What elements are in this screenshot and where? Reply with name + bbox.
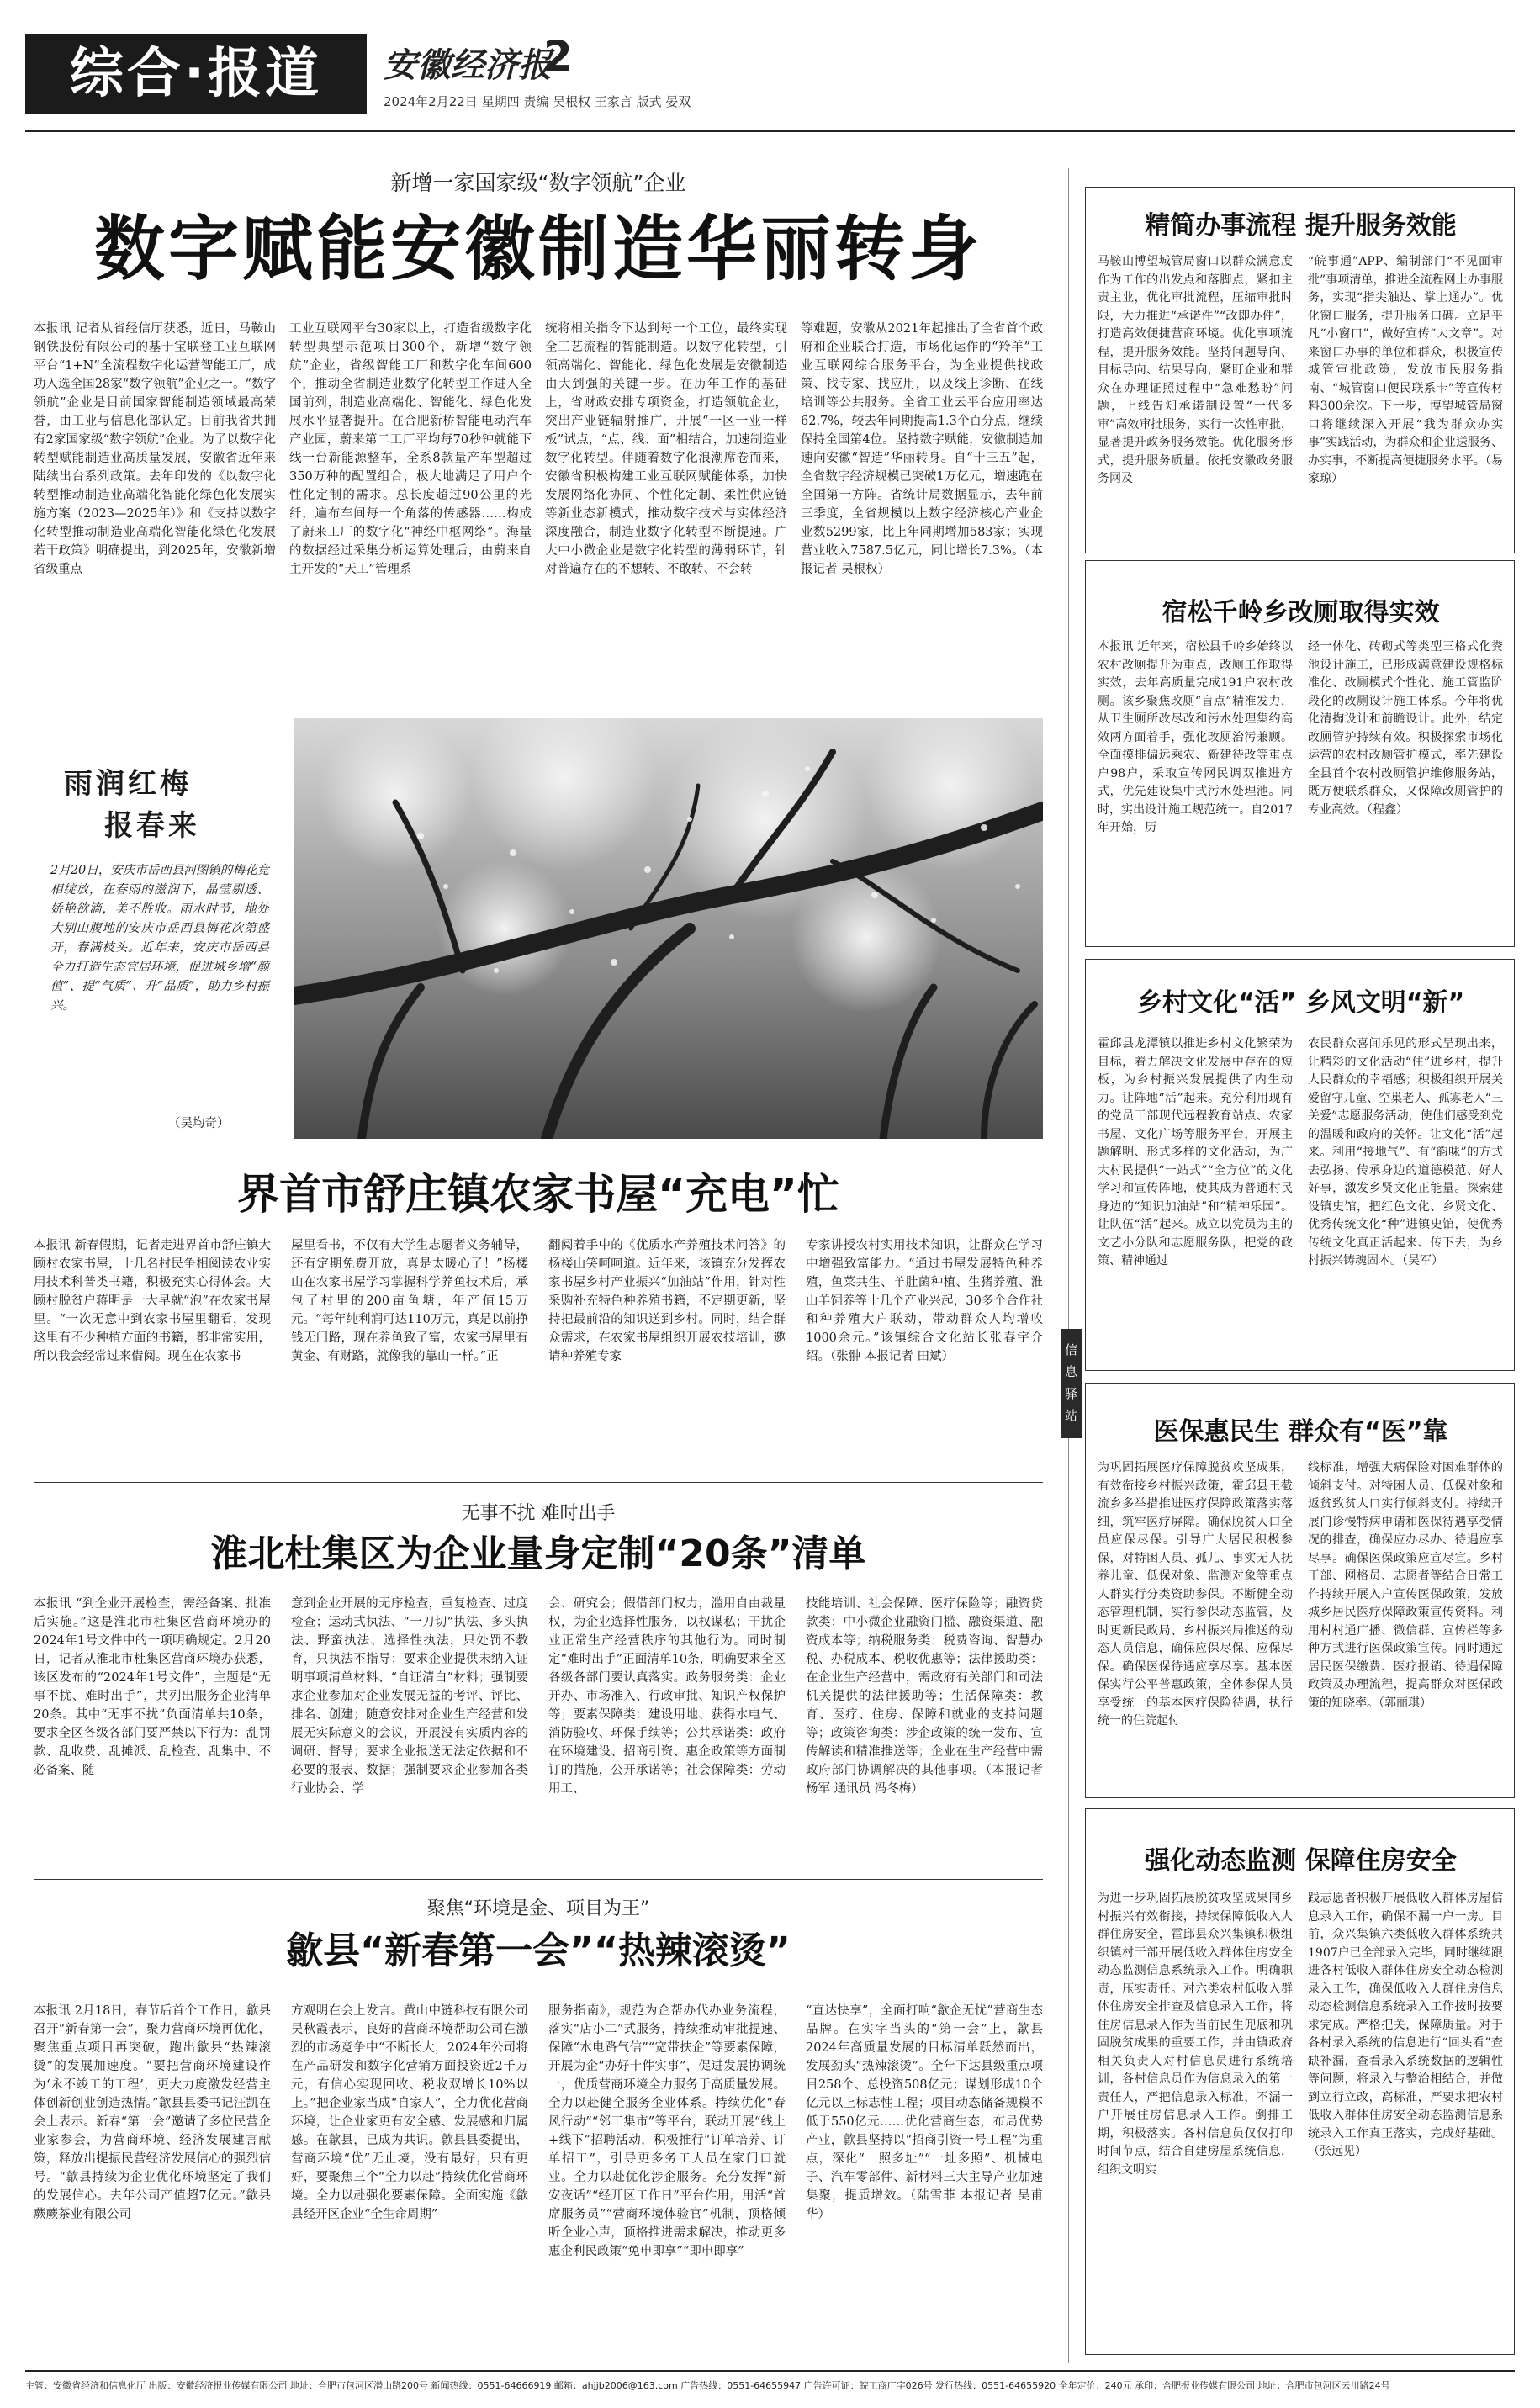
brief-3-col-2 [1308, 1035, 1503, 1271]
shexian-headline: 歙县“新春第一会”“热辣滚烫” [286, 1929, 791, 1972]
shexian-body [34, 2002, 1043, 2355]
brief-5-headline: 强化动态监测 保障住房安全 [1145, 1846, 1457, 1876]
side-tag [1061, 1329, 1082, 1438]
books-col-3 [548, 1236, 786, 1366]
section-banner [25, 34, 367, 114]
huaibei-headline: 淮北杜集区为企业量身定制“20条”清单 [210, 1532, 866, 1575]
huaibei-col-2 [291, 1595, 528, 1798]
shexian-col-4 [806, 2002, 1043, 2224]
huaibei-text-1: 本报讯 “到企业开展检查，需经备案、批准后实施。”这是淮北市杜集区营商环境办的2024年1号文件中的一项明确规定。2月20日，记者从淮北市杜集区营商环境办获悉，该区发布的“2024年1号文件”，主题是“无事不扰、难时出手”，共列出服务企业清单20条。其中“无事不扰”负面清单共10条，要求全区各级各部门要严禁以下行为：乱罚款、乱收费、乱摊派、乱检查、乱集中、不必备案、随 [34, 1597, 271, 1777]
photo-credit: （吴均奇） [168, 1117, 230, 1130]
books-col-2 [291, 1236, 528, 1366]
lead-col-3 [545, 320, 787, 579]
shexian-col-3 [548, 2002, 786, 2261]
huaibei-text-4: 技能培训、社会保障、医疗保险等；融资贷款类：中小微企业融资门槛、融资渠道、融资成本等；纳税服务类：税费咨询、智慧办税、办税成本、税收优惠等；法律援助类：在企业生产经营中，需政府有关部门和司法机关提供的法律援助等；生活保障类：教育、医疗、住房、保障和就业的支持问题等；政策咨询类：涉企政策的统一发布、宣传解读和精准推送等；企业在生产经营中需政府部门协调解决的其他事项。（本报记者 杨军 通讯员 冯冬梅） [806, 1597, 1043, 1796]
brief-5 [1085, 1808, 1515, 2355]
dateline: 2024年2月22日 星期四 责编 吴根权 王家言 版式 晏双 [384, 94, 691, 109]
footer-rule [25, 2370, 1515, 2372]
brief-3-col-1 [1098, 1035, 1293, 1271]
photo-image-icon [294, 718, 1043, 1139]
lead-headline: 数字赋能安徽制造华丽转身 [93, 208, 982, 290]
brief-1-text-1: 马鞍山博望城管局窗口以群众满意度作为工作的出发点和落脚点，紧扣主责主业，优化审批流程，压缩审批时限，大力推进“承诺件”“改即办件”，打造高效便捷营商环境。优化事项流程，提升服务效能。坚持问题导向、目标导向、结果导向，紧盯企业和群众在办理证照过程中“急难愁盼”问题，上线告知承诺制设置“一代多审”高效审批服务，实行一次性审批，显著提升政务服务效能。优化服务形式，提升服务质量。依托安徽政务服务网及 [1098, 255, 1293, 485]
photo-title-1: 雨润红梅 [64, 767, 192, 801]
huaibei-text-2: 意到企业开展的无序检查，重复检查、过度检查；运动式执法、“一刀切”执法、多头执法、野蛮执法、选择性执法，只处罚不教育，只执法不指导；要求企业提供未纳入证明事项清单材料、“自证清白”材料；强制要求企业参加对企业发展无益的考评、评比、排名、创建；随意安排对企业生产经营和发展无实际意义的会议，开展没有实质内容的调研、督导；要求企业报送无法定依据和不必要的报表、数据；强制要求企业参加各类行业协会、学 [291, 1597, 528, 1796]
masthead-rule [25, 130, 1515, 132]
shexian-text-2: 方观明在会上发言。黄山中链科技有限公司吴秋霞表示，良好的营商环境帮助公司在激烈的市场竞争中“不断长大，2024年公司将在产品研发和数字化营销方面投资近2千万元，有信心实现回收、税收双增长10%以上。”把企业家当成“自家人”，全力优化营商环境，让企业家更有安全感、发展感和归属感。在歙县，已成为共识。歙县县委提出，营商环境“优”无止境，没有最好，只有更好，要聚焦三个“全力以赴”持续优化营商环境。全力以赴强化要素保障。全面实施《歙县经开区企业“全生命周期” [291, 2004, 528, 2221]
brief-3-text-1: 霍邱县龙潭镇以推进乡村文化繁荣为目标，着力解决文化发展中存在的短板，为乡村振兴发展提供了内生动力。让阵地“活”起来。充分利用现有的党员干部现代远程教育站点、农家书屋、文化广场等服务平台，开展主题解明、形式多样的文化活动，为广大村民提供“一站式”“全方位”的文化学习和宣传阵地，使其成为普通村民身边的“知识加油站”和“精神乐园”。让队伍“活”起来。成立以党员为主的文艺小分队和志愿服务队，把党的政策、精神通过 [1098, 1037, 1293, 1268]
huaibei-col-3 [548, 1595, 786, 1798]
books-text-3: 翻阅着手中的《优质水产养殖技术问答》的杨楼山笑呵呵道。近年来，该镇充分发挥农家书屋乡村产业振兴“加油站”作用，针对性采购补充特色种养殖书籍，不定期更新，坚持把最前沿的知识送到乡村。同时，结合群众需求，在农家书屋组织开展农技培训，邀请种养殖专家 [548, 1239, 786, 1363]
lead-col-4 [801, 320, 1043, 579]
brief-1-col-1 [1098, 253, 1293, 489]
brief-4 [1085, 1383, 1515, 1798]
brief-1-text-2: “皖事通”APP、编制部门“不见面审批”事项清单，推进全流程网上办事服务，实现“指尖触达、掌上通办”。优化窗口服务，提升服务口碑。立足平凡“小窗口”，做好宣传“大文章”。对来窗口办事的单位和群众，积极宣传城管审批政策，发放市民服务指南、“城管窗口便民联系卡”等宣传材料300余次。下一步，博望城管局窗口将继续深入开展“我为群众办实事”实践活动，为群众和企业送服务、办实事，不断提高便捷服务水平。（易家琼） [1308, 255, 1503, 485]
brief-1-col-2 [1308, 253, 1503, 489]
brief-2-headline: 宿松千岭乡改厕取得实效 [1162, 598, 1440, 627]
shexian-kicker: 聚焦“环境是金、项目为王” [426, 1898, 650, 1919]
lead-kicker: 新增一家国家级“数字领航”企业 [390, 171, 686, 195]
lead-col-2 [289, 320, 532, 579]
plum-blossom-photo [294, 718, 1043, 1139]
side-tag-label: 信息驿站 [1065, 1342, 1078, 1423]
books-col-4 [806, 1236, 1043, 1366]
brief-4-col-2 [1308, 1459, 1503, 1712]
lead-body [34, 320, 1043, 681]
brief-5-col-2 [1308, 1890, 1503, 2162]
right-column-rule [1068, 168, 1069, 2363]
huaibei-col-4 [806, 1595, 1043, 1798]
footer-info: 主管：安徽省经济和信息化厅 出版：安徽经济报业传媒有限公司 地址：合肥市包河区潜山路200号 新闻热线：0551-64666919 邮箱：ahjjb2006@163.com 广告热线：0551-64655947 广告许可证：皖工商广字026号 发行热线：0551-64655920 全年定价：240元 承印：合肥报业传媒有限公司 地址：合肥市包河区云川路24号 [25, 2380, 1390, 2391]
page-number: 2 [543, 32, 573, 81]
divider-huaibei [34, 1879, 1043, 1880]
photo-caption-text: 2月20日，安庆市岳西县河图镇的梅花竞相绽放，在春雨的滋润下，晶莹剔透、娇艳欲滴，美不胜收。雨水时节，地处大别山腹地的安庆市岳西县梅花次第盛开，春满枝头。近年来，安庆市岳西县全力打造生态宜居环境，促进城乡增“颜值”、提“气质”、升“品质”，助力乡村振兴。 [50, 864, 269, 1013]
brief-5-text-2: 践志愿者积极开展低收入群体房屋信息录入工作，确保不漏一户一房。目前，众兴集镇六类低收入群体系统共1907户已全部录入完毕，同时继续跟进各村低收入群体住房安全动态检测录入工作，确保低收入人群住房信息动态检测信息系统录入工作按时按要求完成。严格把关，保障质量。对于各村录入系统的信息进行“回头看”查缺补漏，查看录入系统数据的逻辑性等问题，将录入与整治相结合，并做到立行立改，高标准，严要求把农村低收入群体住房安全动态监测信息系统录入工作真正落实，完成好基础。（张远见） [1308, 1892, 1503, 2158]
huaibei-text-3: 会、研究会；假借部门权力，滥用自由裁量权，为企业选择性服务，以权谋私；干扰企业正常生产经营秩序的其他行为。同时制定“难时出手”正面清单10条，明确要求全区各级各部门要认真落实。政务服务类：企业开办、市场准入、行政审批、知识产权保护等；要素保障类：建设用地、获得水电气、消防验收、环保手续等；公共承诺类：政府在环境建设、招商引资、惠企政策等方面制订的措施，公开承诺等；社会保障类：劳动用工、 [548, 1597, 786, 1796]
divider-books [34, 1482, 1043, 1483]
brief-1 [1085, 187, 1515, 553]
lead-col-1 [34, 320, 276, 579]
brief-5-col-1 [1098, 1890, 1293, 2179]
shexian-text-1: 本报讯 2月18日，春节后首个工作日，歙县召开“新春第一会”，聚力营商环境再优化，聚焦重点项目再突破，跑出歙县“热辣滚烫”的发展加速度。“要把营商环境建设作为‘永不竣工的工程’，更大力度激发经营主体创新创业创造热情。”歙县县委书记汪凯在会上表示。新春“第一会”邀请了多位民营企业家参会，为营商环境、经济发展建言献策，释放出提振民营经济发展信心的强烈信号。“歙县持续为企业优化环境坚定了我们的发展信心。去年公司产值超7亿元。”歙县蕨蕨茶业有限公司 [34, 2004, 271, 2221]
lead-text-4: 等难题，安徽从2021年起推出了全省首个政府和企业联合打造，市场化运作的“羚羊”工业互联网综合服务平台，为企业提供找政策、找专家、找应用，以及线上诊断、在线培训等公共服务。全省工业云平台应用率达62.7%，较去年同期提高1.3个百分点，继续保持全国第4位。坚持数字赋能，安徽制造加速向安徽“智造”华丽转身。自“十三五”起，全省数字经济规模已突破1万亿元，增速跑在全国第一方阵。省统计局数据显示，去年前三季度，全省规模以上数字经济核心产业企业数5299家，比上年同期增加583家；实现营业收入7587.5亿元，同比增长7.3%。（本报记者 吴根权） [801, 322, 1043, 576]
photo-caption [50, 861, 269, 1016]
brief-2-text-1: 本报讯 近年来，宿松县千岭乡始终以农村改厕提升为重点，改厕工作取得实效，去年高质量完成191户农村改厕。该乡聚焦改厕“盲点”精准发力，从卫生厕所改尽改和污水处理集约高效两方面着手，强化改厕治污兼顾。全面摸排偏远乘农、新建待改等重点户98户，采取宣传网民调双推进方式，优先建设集中式污水处理池。同时，实出设计施工规范统一。自2017年开始，历 [1098, 640, 1293, 834]
lead-text-2: 工业互联网平台30家以上，打造省级数字化转型典型示范项目300个，新增“数字领航”企业，省级智能工厂和数字化车间600个，推动全省制造业数字化转型工作进入全国前列，制造业高端化、智能化、绿色化发展水平显著提升。在合肥新桥智能电动汽车产业园，蔚来第二工厂平均每70秒钟就能下线一台新能源整车，全系8款量产车型超过350万种的配置组合，极大地满足了用户个性化定制的需求。总长度超过90公里的光纤，遍布车间每一个角落的传感器……构成了蔚来工厂的数字化“神经中枢网络”。海量的数据经过采集分析运算处理后，由蔚来自主开发的“天工”管理系 [289, 322, 532, 576]
books-headline: 界首市舒庄镇农家书屋“充电”忙 [237, 1170, 839, 1219]
section-title: 综合·报道 [69, 43, 323, 105]
shexian-col-2 [291, 2002, 528, 2224]
books-body [34, 1236, 1043, 1489]
photo-feature [34, 718, 1043, 1139]
books-text-1: 本报讯 新春假期，记者走进界首市舒庄镇大顾村农家书屋，十几名村民争相阅读农业实用技术科普类书籍，积极充实心得体会。大顾村脱贫户蒋明是一大早就“泡”在农家书屋里。“一次无意中到农家书屋里翻看，发现这里有不少种植方面的书籍，都非常实用，所以我会经常过来借阅。现在在农家书 [34, 1239, 271, 1363]
brief-3-text-2: 农民群众喜闻乐见的形式呈现出来，让精彩的文化活动“住”进乡村，提升人民群众的幸福感；积极组织开展关爱留守儿童、空巢老人、孤寡老人“三关爱”志愿服务活动，使他们感受到党的温暖和政府的关怀。让文化“活”起来。利用“接地气”、有“韵味”的方式去弘扬、传承身边的道德模范、好人好事，激发乡贤文化正能量。探索建设镇史馆，把红色文化、乡贤文化、优秀传统文化“种”进镇史馆，使优秀传统文化真正活起来、传下去，为乡村振兴铸魂固本。（吴军） [1308, 1037, 1503, 1268]
brief-2-col-1 [1098, 638, 1293, 838]
brief-3-headline: 乡村文化“活” 乡风文明“新” [1136, 988, 1465, 1018]
paper-name: 安徽经济报 [384, 45, 552, 85]
shexian-text-3: 服务指南》，规范为企帮办代办业务流程，落实“店小二”式服务，持续推动审批提速、保障“水电路气信”“宽带扶企”等要素保障，开展为企“办好十件实事”，促进发展协调统一，优质营商环境全力服务于高质量发展。全力以赴健全服务企业体系。持续优化“春风行动”“邻工集市”等平台，联动开展“线上+线下”招聘活动，积极推行“订单培养、订单招工”，引导更多务工人员在家门口就业。全力以赴优化涉企服务。充分发挥“新安夜话”“经开区工作日”平台作用，用活“首席服务员”“营商环境体验官”机制，顶格倾听企业心声，顶格推进需求解决，推动更多惠企利民政策“免申即享”“即申即享” [548, 2004, 786, 2258]
lead-text-3: 统将相关指令下达到每一个工位，最终实现全工艺流程的智能制造。以数字化转型，引领高端化、智能化、绿色化发展是安徽制造由大到强的关键一步。在历年工作的基础上，省财政安排专项资金，打造领航企业，突出产业链辐射推广，开展“一区一业一样板”试点，“点、线、面”相结合，加速制造业数字化转型。伴随着数字化浪潮席卷而来，安徽省积极构建工业互联网赋能体系，加快发展网络化协同、个性化定制、柔性供应链等新业态新模式，推动数字技术与实体经济深度融合，制造业数字化转型不断提速。广大中小微企业是数字化转型的薄弱环节，针对普遍存在的不想转、不敢转、不会转 [545, 322, 787, 576]
lead-text-1: 本报讯 记者从省经信厅获悉，近日，马鞍山钢铁股份有限公司的基于宝联登工业互联网平台“1+N”全流程数字化运营智能工厂，成功入选全国28家“数字领航”企业之一。“数字领航”企业是目前国家智能制造领域最高荣誉，由工业与信息化部认定。目前我省共拥有2家国家级“数字领航”企业。为了以数字化转型赋能制造业高质量发展，安徽省近年来陆续出台系列政策。去年印发的《以数字化转型推动制造业高端化智能化绿色化发展实施方案（2023—2025年）》和《支持以数字化转型推动制造业高端化智能化绿色化发展若干政策》明确提出，到2025年，安徽新增省级重点 [34, 322, 276, 576]
masthead [25, 24, 1515, 124]
brief-3 [1085, 959, 1515, 1371]
huaibei-body [34, 1595, 1043, 1881]
brief-2-col-2 [1308, 638, 1503, 819]
brief-2-text-2: 经一体化、砖砌式等类型三格式化粪池设计施工，已形成满意建设规格标准化、改厕模式个性化、施工管监阶段化的改厕设计施工体系。今年将优化清掏设计和前瞻设计。此外，结定改厕管护持续有效。积极探索市场化运营的农村改厕管护模式，率先建设全县首个农村改厕管护维修服务站，既方便联系群众，又保障改厕管护的专业高效。（程鑫） [1308, 640, 1503, 817]
shexian-col-1 [34, 2002, 271, 2224]
huaibei-kicker: 无事不扰 难时出手 [461, 1503, 616, 1524]
books-text-4: 专家讲授农村实用技术知识，让群众在学习中增强致富能力。“通过书屋发展特色种养殖，鱼菜共生、羊肚菌种植、生猪养殖、淮山羊饲养等十几个产业兴起，30多个合作社和种养殖大户联动，带动群众人均增收1000余元。”该镇综合文化站长张春宇介绍。（张翀 本报记者 田斌） [806, 1239, 1043, 1363]
brief-2 [1085, 560, 1515, 947]
shexian-text-4: “直达快享”，全面打响“歙企无忧”营商生态品牌。在实字当头的“第一会”上，歙县2024年高质量发展的目标清单跃然而出，发展劲头“热辣滚烫”。全年下达县级重点项目258个、总投资508亿元；谋划形成10个亿元以上标志性工程；项目动态储备规模不低于550亿元……优化营商生态，布局优势产业，歙县坚持以“招商引资一号工程”为重点，深化“一照多址”“一址多照”、机械电子、汽车零部件、新材料三大主导产业加速集聚，提质增效。（陆雪菲 本报记者 吴甫华） [806, 2004, 1043, 2221]
brief-1-headline: 精简办事流程 提升服务效能 [1145, 211, 1457, 241]
books-col-1 [34, 1236, 271, 1366]
huaibei-col-1 [34, 1595, 271, 1780]
brief-5-text-1: 为进一步巩固拓展脱贫攻坚成果同乡村振兴有效衔接，持续保障低收入人群住房安全，霍邱县众兴集镇积极组织镇村干部开展低收入群体住房安全动态监测信息系统录入工作。明确职责，压实责任。对六类农村低收入群体住房安全排查及信息录入工作，将住房信息录入作为当前民生兜底和巩固脱贫成果的重要工作，并由镇政府相关负责人对村信息员进行系统培训，各村信息员作为信息录入的第一责任人，严把信息录入标准，不漏一户开展住房信息录入工作。倒排工期，积极落实。各村信息员仅仅打印时间节点，结合自建房屋系统信息，组织文明实 [1098, 1892, 1293, 2177]
brief-4-col-1 [1098, 1459, 1293, 1731]
brief-4-text-1: 为巩固拓展医疗保障脱贫攻坚成果，有效衔接乡村振兴政策，霍邱县王截流乡多举措推进医疗保障政策落实落细，筑牢医疗屏障。确保脱贫人口全员应保尽保。引导广大居民积极参保，对特困人员、孤儿、事实无人抚养儿童、低保对象、监测对象等重点人群实行分类资助参保。不断健全动态管理机制，实行参保动态监管，及时更新民政局、乡村振兴局推送的动态人员信息，确保应保尽保、应保尽保。确保医保待遇应享尽享。基本医保实行公平普惠政策，全体参保人员享受统一的基本医疗保险待遇，执行统一的住院起付 [1098, 1461, 1293, 1728]
photo-title-2: 报春来 [104, 809, 200, 843]
books-text-2: 屋里看书，不仅有大学生志愿者义务辅导，还有定期免费开放，真是太暖心了！”杨楼山在农家书屋学习掌握科学养鱼技术后，承包了村里的200亩鱼塘，年产值15万元。“每年纯利润可达110万元，真是以前挣钱无门路，现在养鱼致了富，农家书屋里有黄金、有财路，就像我的靠山一样。”正 [291, 1239, 528, 1363]
brief-4-headline: 医保惠民生 群众有“医”靠 [1153, 1417, 1448, 1447]
brief-4-text-2: 线标准，增强大病保险对困难群体的倾斜支付。对特困人员、低保对象和返贫致贫人口实行倾斜支付。持续开展门诊慢特病申请和医保待遇享受情况的排查，确保应办尽办、待遇应享尽享。确保医保政策应宣尽宣。乡村干部、网格员、志愿者等结合日常工作持续开展入户宣传医保政策，发放城乡居民医疗保障政策宣传资料。利用村村通广播、微信群、宣传栏等多种方式进行医保政策宣传。同时通过居民医保缴费、医疗报销、待遇保障政策及办理流程，提高群众对医保政策的知晓率。（郭丽琪） [1308, 1461, 1503, 1710]
